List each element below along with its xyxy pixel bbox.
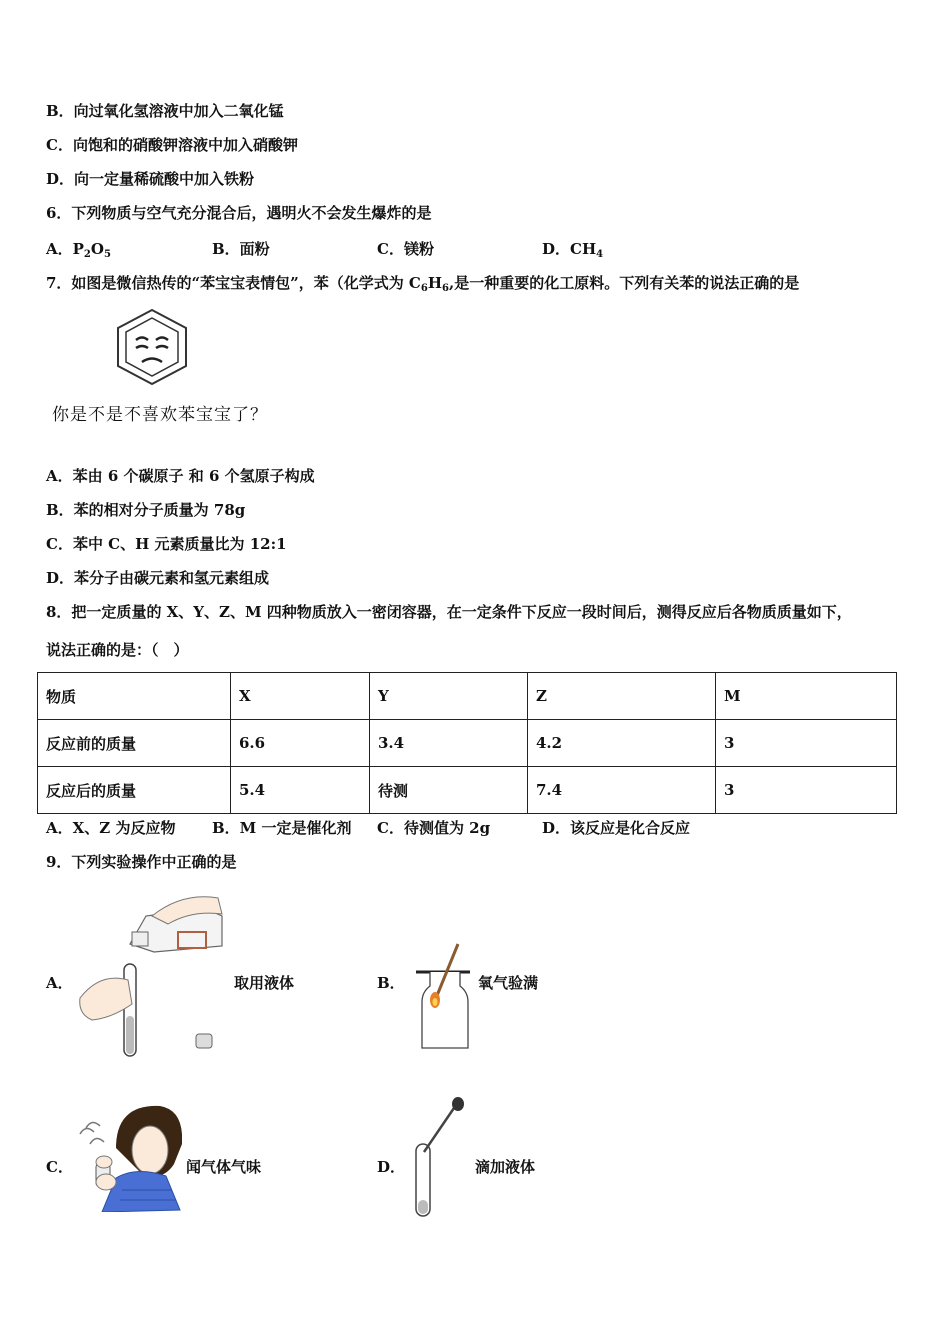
q7-option-b: B．苯的相对分子质量为 78g <box>46 501 246 519</box>
q9-option-a-letter: A． <box>46 974 73 992</box>
q8-stem-line2: 说法正确的是：（ ） <box>46 641 189 659</box>
q8-option-d: D．该反应是化合反应 <box>542 819 691 837</box>
q9-option-b-letter: B． <box>377 974 405 992</box>
table-cell: 7.4 <box>528 767 716 814</box>
q6-option-b: B．面粉 <box>212 240 270 258</box>
table-cell: 反应前的质量 <box>38 720 231 767</box>
q7-option-c: C．苯中 C、H 元素质量比为 12:1 <box>46 535 287 553</box>
table-cell: Y <box>370 673 528 720</box>
table-cell: 5.4 <box>231 767 370 814</box>
q5-option-d: D．向一定量稀硫酸中加入铁粉 <box>46 170 255 188</box>
q9-option-c-label: 闻气体气味 <box>186 1158 262 1176</box>
q6-option-d: D．$CH_4$ <box>542 240 604 260</box>
q9-option-d-letter: D． <box>377 1158 406 1176</box>
q8-mass-table <box>37 672 897 814</box>
q9-stem: 9．下列实验操作中正确的是 <box>46 853 237 871</box>
benzene-image-caption: 你是不是不喜欢苯宝宝了？ <box>52 405 268 425</box>
q8-option-a: A．X、Z 为反应物 <box>46 819 176 837</box>
q7-option-a: A．苯由 6 个碳原子 和 6 个氢原子构成 <box>46 467 315 485</box>
oxygen-test-image <box>408 940 480 1054</box>
table-cell: 3 <box>716 767 897 814</box>
table-cell: 6.6 <box>231 720 370 767</box>
dropping-liquid-image <box>408 1096 468 1220</box>
table-cell: 4.2 <box>528 720 716 767</box>
table-cell: 反应后的质量 <box>38 767 231 814</box>
table-row <box>38 767 897 814</box>
table-cell: 3.4 <box>370 720 528 767</box>
q7-option-d: D．苯分子由碳元素和氢元素组成 <box>46 569 270 587</box>
table-cell: M <box>716 673 897 720</box>
q9-option-b-label: 氧气验满 <box>478 974 539 992</box>
table-cell: Z <box>528 673 716 720</box>
q5-option-c: C．向饱和的硝酸钾溶液中加入硝酸钾 <box>46 136 298 154</box>
q6-option-a: A．$P_2O_5$ <box>46 240 111 260</box>
table-cell: X <box>231 673 370 720</box>
q9-option-a-label: 取用液体 <box>234 974 295 992</box>
q6-option-c: C．镁粉 <box>377 240 434 258</box>
benzene-emoji-image <box>112 306 192 388</box>
table-header-row <box>38 673 897 720</box>
q9-option-d-label: 滴加液体 <box>475 1158 536 1176</box>
pouring-liquid-image <box>74 886 234 1062</box>
smelling-gas-image <box>76 1100 182 1212</box>
table-cell: 待测 <box>370 767 528 814</box>
q8-option-b: B．M 一定是催化剂 <box>212 819 352 837</box>
q7-stem: 7．如图是微信热传的“苯宝宝表情包”，苯（化学式为 $C_6H_6$,是一种重要的化工原料。下列有关苯的说法正确的是 <box>46 274 800 294</box>
q9-option-c-letter: C． <box>46 1158 73 1176</box>
table-row <box>38 720 897 767</box>
table-cell: 3 <box>716 720 897 767</box>
table-cell: 物质 <box>38 673 231 720</box>
q8-option-c: C．待测值为 2g <box>377 819 491 837</box>
q6-stem: 6．下列物质与空气充分混合后，遇明火不会发生爆炸的是 <box>46 204 432 222</box>
q8-stem-line1: 8．把一定质量的 X、Y、Z、M 四种物质放入一密闭容器，在一定条件下反应一段时间后，测得反应后各物质质量如下， <box>46 603 852 621</box>
q5-option-b: B．向过氧化氢溶液中加入二氧化锰 <box>46 102 284 120</box>
